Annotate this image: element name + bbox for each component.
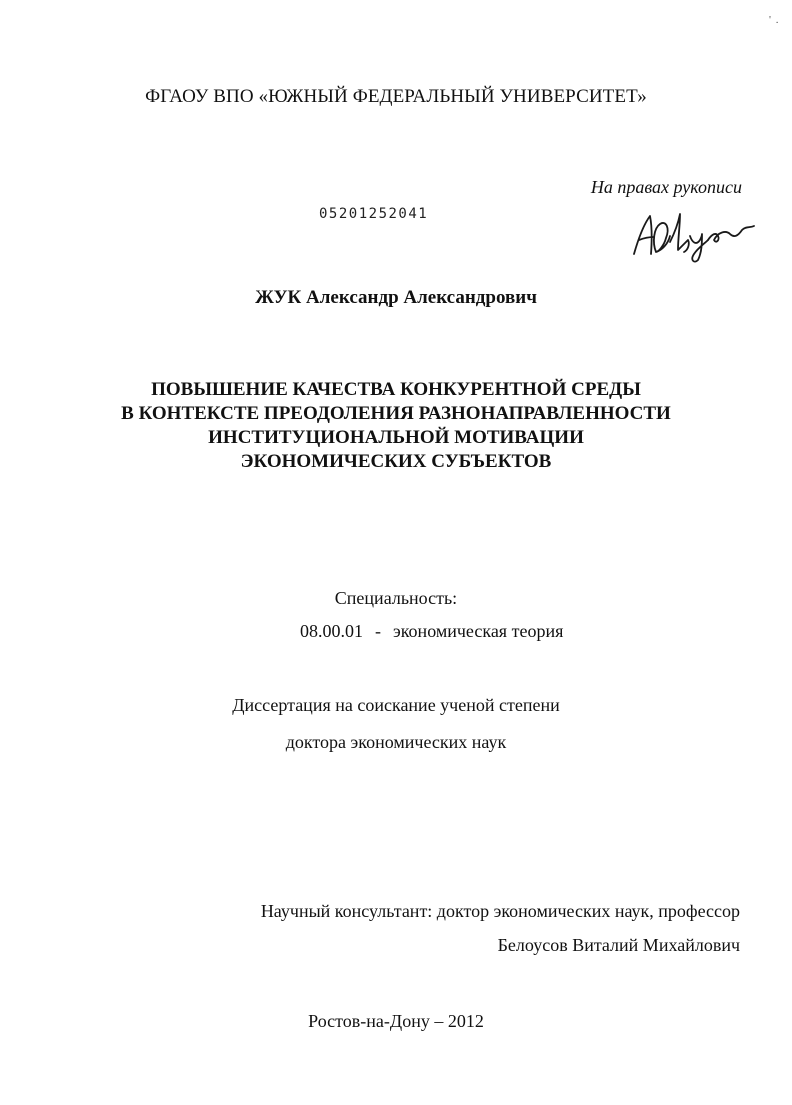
specialty-code: 08.00.01	[300, 621, 363, 641]
institution-name: ФГАОУ ВПО «ЮЖНЫЙ ФЕДЕРАЛЬНЫЙ УНИВЕРСИТЕТ»	[145, 86, 647, 107]
advisor-name: Белоусов Виталий Михайлович	[497, 935, 740, 955]
archive-code-stamp: 05201252041	[319, 206, 429, 222]
specialty-dash: -	[375, 621, 381, 641]
author-name: ЖУК Александр Александрович	[255, 287, 537, 308]
dissertation-title	[0, 378, 792, 474]
scientific-advisor: Научный консультант: доктор экономических наук, профессор	[260, 901, 740, 921]
scan-corner-mark: ' .	[769, 14, 780, 26]
specialty-label: Специальность:	[334, 588, 458, 608]
title-line: ПОВЫШЕНИЕ КАЧЕСТВА КОНКУРЕНТНОЙ СРЕДЫ	[151, 379, 641, 400]
title-line: ЭКОНОМИЧЕСКИХ СУБЪЕКТОВ	[240, 451, 552, 472]
title-line: ИНСТИТУЦИОНАЛЬНОЙ МОТИВАЦИИ	[208, 427, 584, 448]
manuscript-rights-note: На правах рукописи	[590, 177, 742, 197]
specialty-row	[300, 621, 563, 642]
title-line: В КОНТЕКСТЕ ПРЕОДОЛЕНИЯ РАЗНОНАПРАВЛЕННОСТИ	[121, 403, 671, 424]
specialty-name: экономическая теория	[393, 621, 564, 641]
degree-line-1: Диссертация на соискание ученой степени	[232, 695, 560, 715]
degree-line-2: доктора экономических наук	[285, 732, 507, 752]
author-signature	[630, 206, 756, 264]
city-year: Ростов-на-Дону – 2012	[308, 1011, 484, 1031]
